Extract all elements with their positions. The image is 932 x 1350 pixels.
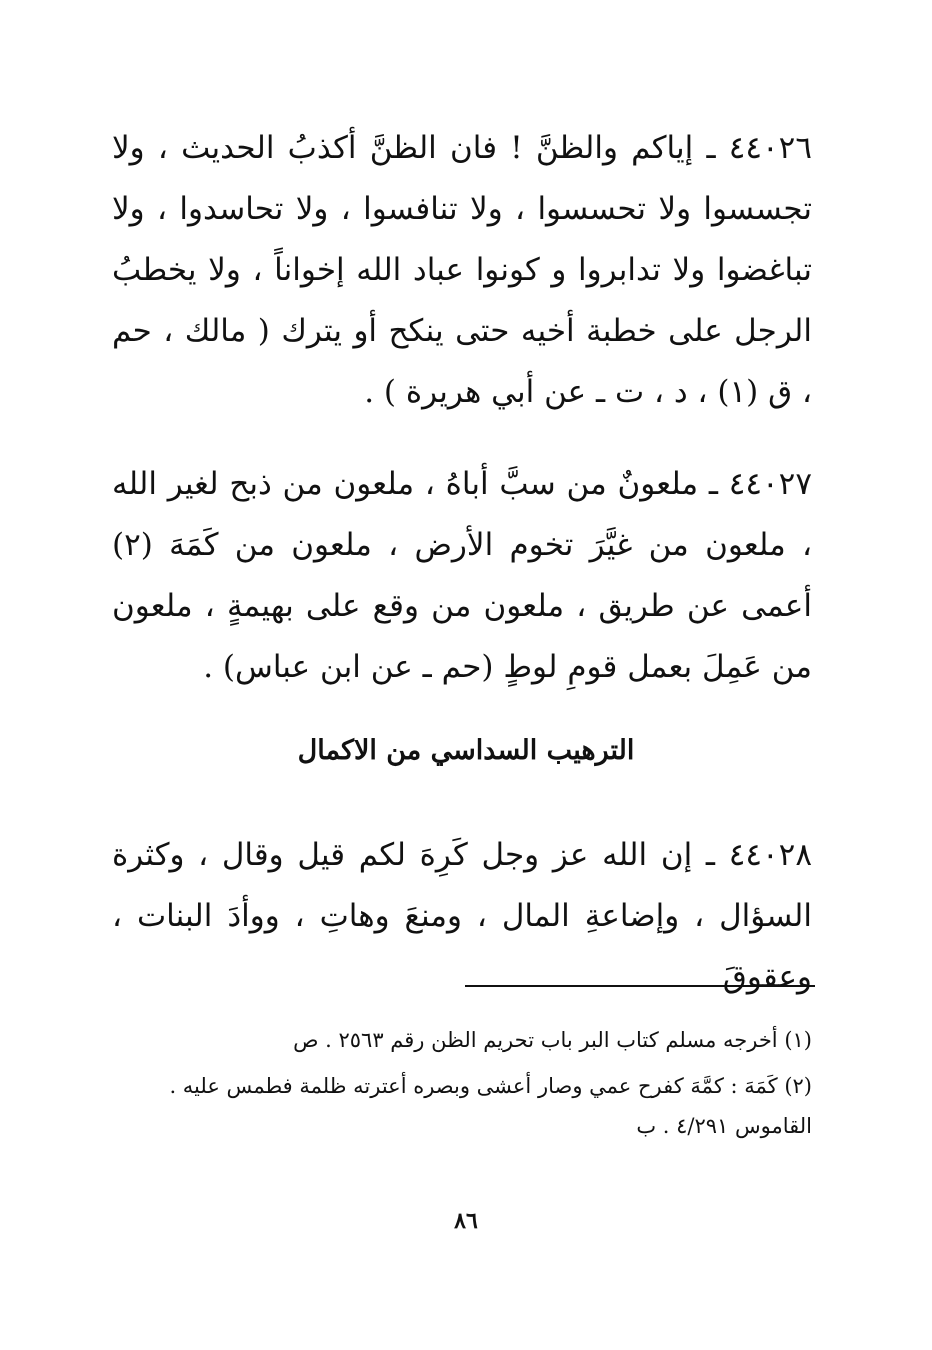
page-number: ٨٦: [454, 1208, 478, 1234]
hadith-44028: ٤٤٠٢٨ ـ إن الله عز وجل كَرِهَ لكم قيل وقال ، وكثرة السؤال ، وإضاعةِ المال ، ومنعَ وهاتِ ، ووأدَ البنات ، وعقوقَ: [112, 837, 812, 995]
footnote-2: (٢) كَمَهَ : كمَّهَ كفرح عمي وصار أعشى وبصره أعترته ظلمة فطمس عليه . القاموس ٤/٢٩١ . ب: [169, 1074, 812, 1138]
hadith-44027: ٤٤٠٢٧ ـ ملعونٌ من سبَّ أباهُ ، ملعون من ذبح لغير الله ، ملعون من غيَّرَ تخوم الأرض ، ملعون من كَمَهَ (٢) أعمى عن طريق ، ملعون من وقع على بهيمةٍ ، ملعون من عَمِلَ بعمل قومِ لوطٍ (حم ـ عن ابن عباس) .: [112, 466, 812, 685]
hadith-44026: ٤٤٠٢٦ ـ إياكم والظنَّ ! فان الظنَّ أكذبُ الحديث ، ولا تجسسوا ولا تحسسوا ، ولا تنافسوا ، ولا تحاسدوا ، ولا تباغضوا ولا تدابروا و كونوا عباد الله إخواناً ، ولا يخطبُ الرجل على خطبة أخيه حتى ينكح أو يترك ( مالك ، حم ، ق (١) ، د ، ت ـ عن أبي هريرة ) .: [112, 130, 812, 410]
section-heading: الترهيب السداسي من الاكمال: [297, 735, 635, 766]
footnote-divider: [465, 985, 815, 987]
footnotes: [112, 1020, 812, 1152]
footnote-1: (١) أخرجه مسلم كتاب البر باب تحريم الظن رقم ٢٥٦٣ . ص: [293, 1028, 812, 1052]
